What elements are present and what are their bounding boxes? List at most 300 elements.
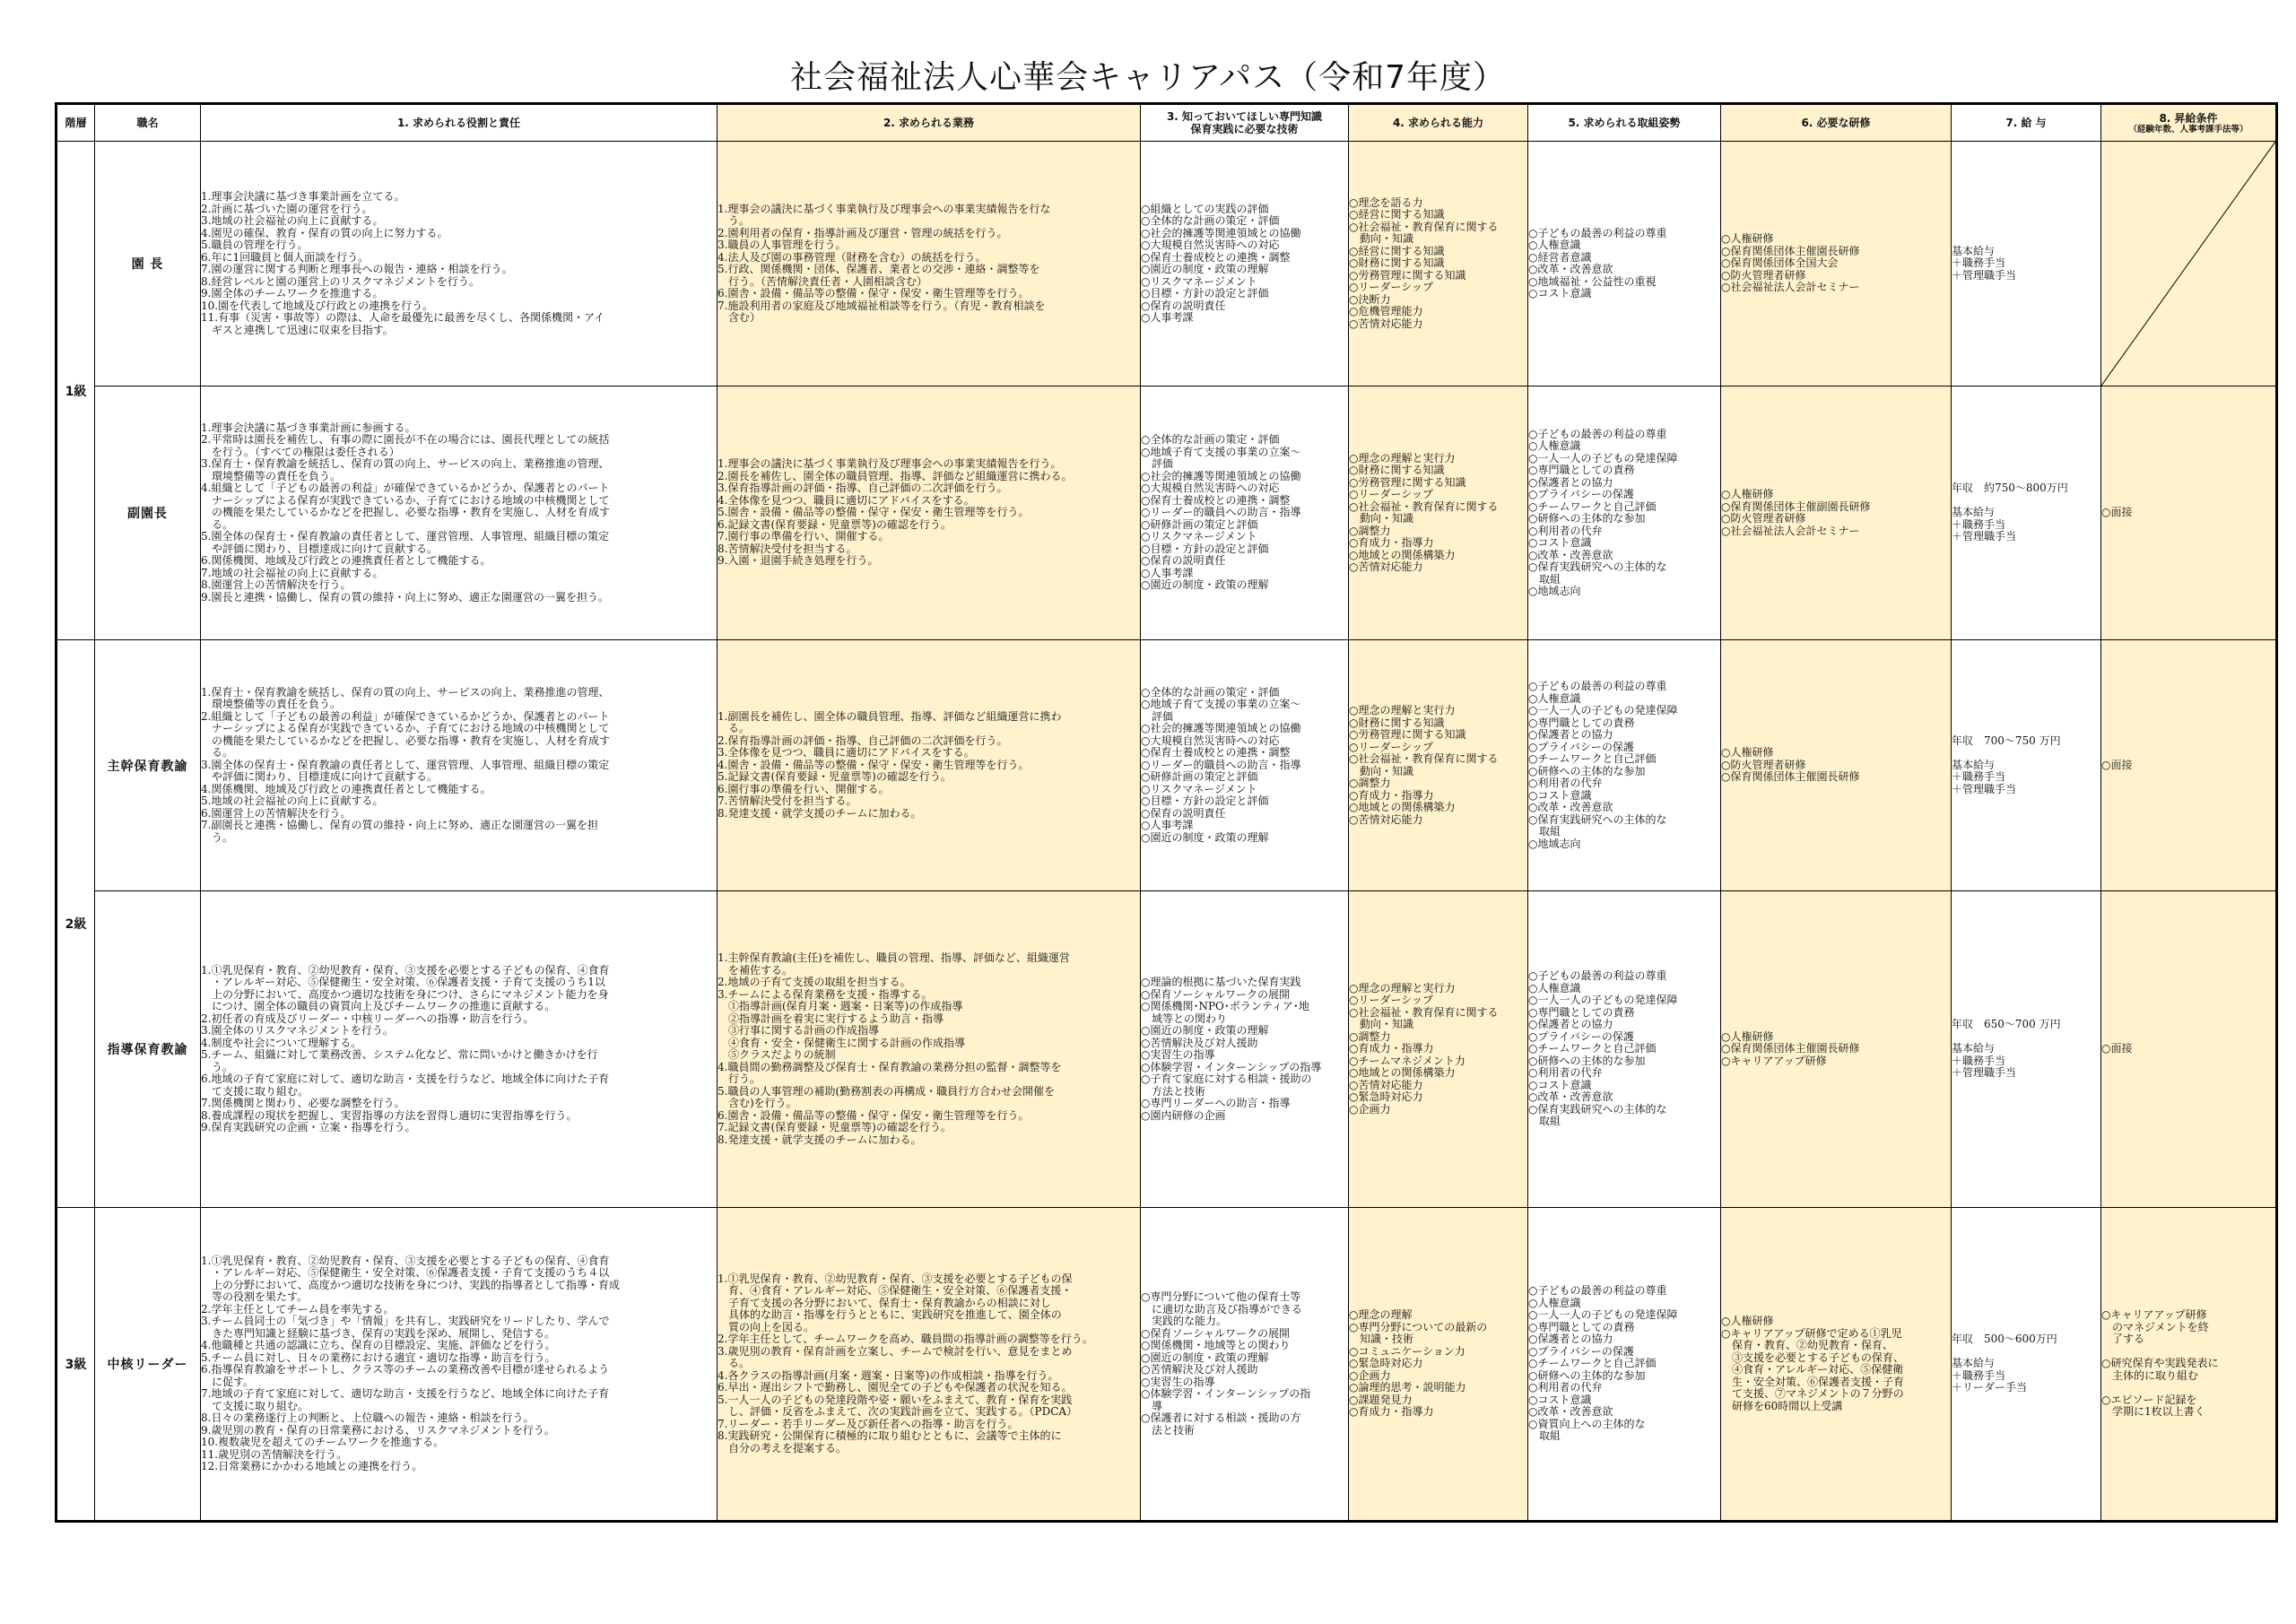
cell-line: 1.①乳児保育・教育、②幼児教育・保育、③支援を必要とする子どもの保 xyxy=(718,1272,1073,1285)
cell-line: 取組 xyxy=(1528,825,1561,838)
cell-line: 1.保育士・保育教諭を統括し、保育の質の向上、サービスの向上、業務推進の管理、 xyxy=(201,685,610,699)
cell-line: ○専門分野についての最新の xyxy=(1349,1320,1488,1333)
cell-line: 4.関係機関、地域及び行政との連携責任者として機能する。 xyxy=(201,782,491,795)
cell-line: ○地域子育て支援の事業の立案〜 xyxy=(1141,445,1301,458)
cell-line: 7.苦情解決受付を担当する。 xyxy=(718,795,857,808)
cell-line: 年収 700〜750 万円 xyxy=(1952,734,2061,747)
header-knowledge-line1: 3. 知っておいてほしい専門知識 xyxy=(1166,110,1323,123)
cell-line: ○保育士養成校との連携・調整 xyxy=(1141,746,1291,760)
cell-line: ①指導計画(保育月案・週案・日案等)の作成指導 xyxy=(718,1000,963,1012)
cell-line: ○社会的擁護等関連領域との協働 xyxy=(1141,722,1301,735)
cell-line: う。 xyxy=(201,830,234,844)
cell-line: う。 xyxy=(718,214,751,227)
cell-line: 3.園全体のリスクマネジメントを行う。 xyxy=(201,1024,394,1037)
position-name: 副園長 xyxy=(95,386,201,640)
cell-line: 12.日常業務にかかわる地域との連携を行う。 xyxy=(201,1460,423,1472)
cell-line: ○苦情対応能力 xyxy=(1349,317,1423,330)
cell-line: ○プライバシーの保護 xyxy=(1528,740,1634,753)
cell-line: ナーシップによる保育が実践できているか、子育てにおける地域の中核機関として xyxy=(201,493,610,507)
cell-line: 基本給与 xyxy=(1952,506,1996,519)
cell-line: ○関係機関・地域等との関わり xyxy=(1141,1339,1291,1351)
career-path-table xyxy=(55,102,2278,1523)
cell-line: ○保育関係団体主催園長研修 xyxy=(1721,244,1860,257)
cell-line: ○人権意識 xyxy=(1528,691,1581,705)
cell-line: 5.チーム員に対し、日々の業務における適宜・適切な指導・助言を行う。 xyxy=(201,1350,556,1364)
duties-cell xyxy=(718,640,1141,891)
cell-line: ○キャリアアップ研修で定める①乳児 xyxy=(1721,1326,1902,1340)
cell-line: 5.記録文書(保育要録・児童票等)の確認を行う。 xyxy=(718,770,952,784)
abilities-cell xyxy=(1349,891,1528,1208)
page-title: 社会福祉法人心華会キャリアパス（令和7年度） xyxy=(789,59,1507,96)
cell-line: ○専門職としての責務 xyxy=(1528,716,1635,729)
cell-line: を補佐する。 xyxy=(718,963,794,977)
cell-line: ○防火管理者研修 xyxy=(1721,758,1806,771)
cell-line: 1.副園長を補佐し、園全体の職員管理、指導、評価など組織運営に携わ xyxy=(718,709,1062,723)
cell-line: 7.リーダー・若手リーダー及び新任者への指導・助言を行う。 xyxy=(718,1417,1019,1430)
cell-line: ○人権研修 xyxy=(1721,488,1774,500)
cell-line: ○育成力・指導力 xyxy=(1349,788,1434,802)
cell-line: ○社会福祉・教育保育に関する xyxy=(1349,499,1499,513)
cell-line: 基本給与 xyxy=(1952,758,1996,771)
cell-line: ○専門職としての責務 xyxy=(1528,1320,1635,1333)
cell-line: 8.日々の業務遂行上の判断と、上位職への報告・連絡・相談を行う。 xyxy=(201,1411,535,1424)
cell-line: ○リーダーシップ xyxy=(1349,488,1433,500)
header-position: 職名 xyxy=(95,104,201,142)
salary-cell xyxy=(1952,640,2101,891)
header-duties: 2. 求められる業務 xyxy=(718,104,1141,142)
knowledge-cell xyxy=(1141,142,1349,386)
cell-line: ○プライバシーの保護 xyxy=(1528,1029,1634,1043)
cell-line: ○社会福祉法人会計セミナー xyxy=(1721,524,1860,537)
cell-line: 6.指導保育教諭をサポートし、クラス等のチームの業務改善や目標が達せられるよう xyxy=(201,1363,610,1376)
roles-cell xyxy=(201,142,718,386)
cell-line: 3.保育指導計画の評価・指導、自己評価の二次評価を行う。 xyxy=(718,482,1008,495)
cell-line: ○苦情対応能力 xyxy=(1349,812,1423,826)
cell-line: ○人事考課 xyxy=(1141,819,1194,832)
cell-line: 2.学年主任としてチーム員を率先する。 xyxy=(201,1302,395,1316)
cell-line: ○人権意識 xyxy=(1528,239,1581,251)
cell-line: ○一人一人の子どもの発達保障 xyxy=(1528,451,1678,465)
cell-line: 等の役割を果たす。 xyxy=(201,1290,309,1303)
cell-line: 実践的な能力。 xyxy=(1141,1315,1228,1327)
cell-line: ○資質向上への主体的な xyxy=(1528,1417,1646,1430)
cell-line: ○研修への主体的な参加 xyxy=(1528,512,1646,525)
cell-line: ○人権研修 xyxy=(1721,1029,1774,1043)
cell-line: ○企画力 xyxy=(1349,1368,1391,1382)
cell-line: 8.養成課程の現状を把握し、実習指導の方法を習得し適切に実習指導を行う。 xyxy=(201,1108,578,1122)
cell-line: ○コスト意識 xyxy=(1528,287,1592,300)
cell-line: 2.平常時は園長を補佐し、有事の際に園長が不在の場合には、園長代理としての統括 xyxy=(201,433,610,447)
cell-line: 域等との関わり xyxy=(1141,1012,1228,1025)
cell-line: ○園近の制度・政策の理解 xyxy=(1141,830,1269,844)
cell-line: 取組 xyxy=(1528,1429,1561,1443)
cell-line: 学期に1枚以上書く xyxy=(2101,1405,2205,1419)
cell-line: ○子どもの最善の利益の尊重 xyxy=(1528,226,1667,239)
cell-line: 11.有事（災害・事故等）の際は、人命を最優先に最善を尽くし、各関係機関・アイ xyxy=(201,311,605,324)
cell-line: 1.理事会決議に基づき事業計画に参画する。 xyxy=(201,421,416,434)
roles-cell xyxy=(201,891,718,1208)
position-name: 指導保育教諭 xyxy=(95,891,201,1208)
cell-line: 3.チーム員同士の「気づき」や「情報」を共有し、実践研究をリードしたり、学んで xyxy=(201,1315,610,1327)
cell-line: ○調整力 xyxy=(1349,524,1391,537)
cell-line: ○社会福祉・教育保育に関する xyxy=(1349,752,1499,765)
knowledge-cell xyxy=(1141,640,1349,891)
promotion-cell-na xyxy=(2101,142,2277,386)
row-guidance-teacher xyxy=(57,891,2277,1208)
cell-line: ○全体的な計画の策定・評価 xyxy=(1141,433,1280,447)
cell-line: 4.制度や社会について理解する。 xyxy=(201,1036,362,1049)
cell-line: 6.記録文書(保育要録・児童票等)の確認を行う。 xyxy=(718,517,952,531)
cell-line: の機能を果たしているかなどを把握し、必要な指導・教育を実施し、人材を育成す xyxy=(201,506,611,519)
cell-line: ○保育関係団体主催副園長研修 xyxy=(1721,499,1871,513)
cell-line: ○育成力・指導力 xyxy=(1349,1405,1434,1419)
knowledge-cell xyxy=(1141,386,1349,640)
cell-line: ○保育の説明責任 xyxy=(1141,299,1226,312)
cell-line: の機能を果たしているかなどを把握し、必要な指導・教育を実施し、人材を育成す xyxy=(201,734,611,747)
cell-line: ○財務に関する知識 xyxy=(1349,256,1445,270)
attitude-cell xyxy=(1528,640,1721,891)
cell-line: 3.全体像を見つつ、職員に適切にアドバイスをする。 xyxy=(718,746,975,760)
cell-line: 6.関係機関、地域及び行政との連携責任者として機能する。 xyxy=(201,554,491,568)
cell-line: 6.園運営上の苦情解決を行う。 xyxy=(201,806,352,820)
cell-line: 行う。（苦情解決責任者・人園相談含む） xyxy=(718,274,928,288)
cell-line: 8.園運営上の苦情解決を行う。 xyxy=(201,578,352,592)
level-2: 2級 xyxy=(57,640,95,1208)
cell-line: ○地域志向 xyxy=(1528,837,1581,850)
cell-line: ○人権意識 xyxy=(1528,981,1581,994)
cell-line: 環境整備等の責任を負う。 xyxy=(201,469,342,482)
cell-line: 4.園舎・設備・備品等の整備・保守・保安・衛生管理等を行う。 xyxy=(718,758,1030,771)
cell-line: 4.組織として「子どもの最善の利益」が確保できているかどうか、保護者とのパート xyxy=(201,482,610,495)
cell-line: ○保育実践研究への主体的な xyxy=(1528,1102,1667,1116)
cell-line: 保育・教育、②幼児教育・保育、 xyxy=(1721,1339,1894,1351)
cell-line: ○一人一人の子どもの発達保障 xyxy=(1528,1308,1678,1322)
cell-line: ○体験学習・インターンシップの指導 xyxy=(1141,1060,1322,1073)
row-core-leader xyxy=(57,1208,2277,1522)
header-promotion xyxy=(2101,104,2277,142)
cell-line: 7.地域の子育て家庭に対して、適切な助言・支援を行うなど、地域全体に向けた子育 xyxy=(201,1387,610,1400)
cell-line: 7.園の運営に関する判断と理事長への報告・連絡・相談を行う。 xyxy=(201,263,513,275)
cell-line: ○保育ソーシャルワークの展開 xyxy=(1141,987,1290,1001)
duties-cell xyxy=(718,891,1141,1208)
cell-line: ○人事考課 xyxy=(1141,566,1194,579)
promotion-cell xyxy=(2101,640,2277,891)
header-level: 階層 xyxy=(57,104,95,142)
cell-line: ○研修計画の策定と評価 xyxy=(1141,770,1258,784)
cell-line: ○全体的な計画の策定・評価 xyxy=(1141,685,1280,699)
cell-line: ③行事に関する計画の作成指導 xyxy=(718,1024,880,1037)
cell-line: 子育て支援の各分野において、保育士・保育教諭からの相談に対し xyxy=(718,1296,1051,1309)
cell-line: 2.初任者の育成及びリーダー・中核リーダーへの指導・助言を行う。 xyxy=(201,1012,535,1025)
cell-line: ○財務に関する知識 xyxy=(1349,716,1445,729)
cell-line: ○社会福祉法人会計セミナー xyxy=(1721,281,1860,294)
cell-line: ○人権研修 xyxy=(1721,232,1774,246)
cell-line: ○改革・改善意欲 xyxy=(1528,1090,1613,1104)
cell-line: 7.園行事の準備を行い、開催する。 xyxy=(718,530,890,543)
cell-line: 7.記録文書(保育要録・児童票等)の確認を行う。 xyxy=(718,1121,952,1133)
cell-line: ＋職務手当 xyxy=(1952,1054,2006,1067)
header-promotion-line1: 8. 昇給条件 xyxy=(2159,111,2218,125)
cell-line: 年収 約750〜800万円 xyxy=(1952,482,2068,495)
cell-line: ○人権意識 xyxy=(1528,1296,1581,1309)
cell-line: 3.歳児別の教育・保育計画を立案し、チームで検討を行い、意見をまとめ xyxy=(718,1344,1073,1358)
cell-line: 7.副園長と連携・協働し、保育の質の維持・向上に努め、適正な園運営の一翼を担 xyxy=(201,819,598,832)
cell-line: ○経営に関する知識 xyxy=(1349,208,1445,221)
cell-line: 5.園舎・設備・備品等の整備・保守・保安・衛生管理等を行う。 xyxy=(718,506,1030,519)
cell-line: ○プライバシーの保護 xyxy=(1528,1344,1634,1358)
cell-line: ○保育関係団体主催園長研修 xyxy=(1721,1042,1860,1055)
cell-line: 2.組織として「子どもの最善の利益」が確保できているかどうか、保護者とのパート xyxy=(201,709,610,723)
cell-line: 9.入園・退園手続き処理を行う。 xyxy=(718,554,879,568)
cell-line: 年収 650〜700 万円 xyxy=(1952,1018,2061,1031)
cell-line: 7.地域の社会福祉の向上に貢献する。 xyxy=(201,566,384,579)
cell-line: ○組織としての実践の評価 xyxy=(1141,202,1269,215)
promotion-cell xyxy=(2101,386,2277,640)
cell-line: 生・安全対策、⑥保護者支援・子育 xyxy=(1721,1375,1905,1388)
cell-line: ○保育関係団体全国大会 xyxy=(1721,256,1839,270)
cell-line: 2.計画に基づいた園の運営を行う。 xyxy=(201,202,373,215)
cell-line: 5.一人一人の子どもの発達段階や姿・願いをふまえて、教育・保育を実践 xyxy=(718,1393,1073,1406)
cell-line: ○大規模自然災害時への対応 xyxy=(1141,482,1280,495)
duties-cell xyxy=(718,1208,1141,1522)
cell-line: や評価に関わり、目標達成に向けて貢献する。 xyxy=(201,770,439,784)
salary-cell xyxy=(1952,386,2101,640)
cell-line: ○子どもの最善の利益の尊重 xyxy=(1528,969,1667,983)
cell-line: ○園近の制度・政策の理解 xyxy=(1141,578,1269,592)
attitude-cell xyxy=(1528,386,1721,640)
cell-line: ○子どもの最善の利益の尊重 xyxy=(1528,427,1667,440)
cell-line: ○利用者の代弁 xyxy=(1528,1381,1603,1394)
cell-line: 導 xyxy=(1141,1399,1163,1412)
cell-line: ○防火管理者研修 xyxy=(1721,512,1806,525)
cell-line: ○リーダー的職員への助言・指導 xyxy=(1141,506,1301,519)
cell-line: し、評価・反省をふまえて、次の実践計画を立て、実践する。（PDCA） xyxy=(718,1405,1078,1419)
cell-line: 育、④食育・アレルギー対応、⑤保健衛生・安全対策、⑥保護者支援・ xyxy=(718,1284,1073,1298)
cell-line: ○大規模自然災害時への対応 xyxy=(1141,734,1280,747)
cell-line: ○保護者に対する相談・援助の方 xyxy=(1141,1411,1301,1424)
roles-cell xyxy=(201,1208,718,1522)
cell-line: 10.園を代表して地域及び行政との連携を行う。 xyxy=(201,299,434,312)
salary-cell xyxy=(1952,142,2101,386)
header-row xyxy=(57,104,2277,142)
header-promotion-line2: （経験年数、人事考課手法等） xyxy=(2128,124,2248,135)
cell-line: ○コスト意識 xyxy=(1528,1078,1592,1091)
cell-line: 基本給与 xyxy=(1952,244,1996,257)
cell-line: ②指導計画を着実に実行するよう助言・指導 xyxy=(718,1012,944,1025)
cell-line: 6.年に1回職員と個人面談を行う。 xyxy=(201,250,370,264)
cell-line: 8.実践研究・公開保育に積極的に取り組むとともに、会議等で主体的に xyxy=(718,1429,1062,1443)
cell-line: 3.園全体の保育士・保育教諭の責任者として、運営管理、人事管理、組織目標の策定 xyxy=(201,758,610,771)
cell-line: ○保育士養成校との連携・調整 xyxy=(1141,493,1291,507)
cell-line: ○リーダーシップ xyxy=(1349,740,1433,753)
cell-line: 2.園利用者の保育・指導計画及び運営・管理の統括を行う。 xyxy=(718,226,1008,239)
cell-line: 含む)を行う。 xyxy=(718,1097,797,1109)
cell-line: て支援に取り組む。 xyxy=(201,1399,309,1412)
cell-line: 1.主幹保育教諭(主任)を補佐し、職員の管理、指導、評価など、組織運営 xyxy=(718,951,1070,964)
cell-line: 動向・知識 xyxy=(1349,512,1414,525)
cell-line: ○研修への主体的な参加 xyxy=(1528,1368,1646,1382)
cell-line: や評価に関わり、目標達成に向けて貢献する。 xyxy=(201,542,439,555)
cell-line: ○理念を語る力 xyxy=(1349,195,1423,209)
cell-line: ○理念の理解と実行力 xyxy=(1349,451,1456,465)
cell-line: ○チームワークと自己評価 xyxy=(1528,1042,1657,1055)
cell-line: ○保育士養成校との連携・調整 xyxy=(1141,250,1291,264)
cell-line: ○コスト意識 xyxy=(1528,536,1592,549)
cell-line: ○保護者との協力 xyxy=(1528,1018,1613,1031)
cell-line: ○チームワークと自己評価 xyxy=(1528,499,1657,513)
cell-line: る。 xyxy=(718,722,751,735)
cell-line: 研修を60時間以上受講 xyxy=(1721,1399,1843,1412)
cell-line xyxy=(2101,1382,2275,1394)
cell-line: て支援、⑦マネジメントの７分野の xyxy=(1721,1387,1904,1400)
cell-line: ○地域子育て支援の事業の立案〜 xyxy=(1141,698,1301,711)
duties-cell xyxy=(718,386,1141,640)
cell-line: 自分の考えを提案する。 xyxy=(718,1441,848,1455)
cell-line: ○地域志向 xyxy=(1528,585,1581,597)
attitude-cell xyxy=(1528,1208,1721,1522)
cell-line: ○保育実践研究への主体的な xyxy=(1528,560,1667,573)
abilities-cell xyxy=(1349,386,1528,640)
cell-line: う。 xyxy=(201,1060,234,1073)
cell-line: ○改革・改善意欲 xyxy=(1528,801,1613,813)
cell-line: ○実習生の指導 xyxy=(1141,1375,1215,1388)
cell-line: 了する xyxy=(2101,1333,2145,1346)
cell-line: 6.地域の子育て家庭に対して、適切な助言・支援を行うなど、地域全体に向けた子育 xyxy=(201,1073,610,1085)
cell-line: ○保育の説明責任 xyxy=(1141,554,1226,568)
cell-line: ○利用者の代弁 xyxy=(1528,1066,1603,1080)
cell-line: ○調整力 xyxy=(1349,1029,1391,1043)
cell-line: ○利用者の代弁 xyxy=(1528,777,1603,789)
cell-line: 3.保育士・保育教諭を統括し、保育の質の向上、サービスの向上、業務推進の管理、 xyxy=(201,457,610,471)
cell-line: ○経営に関する知識 xyxy=(1349,244,1445,257)
row-vice-principal xyxy=(57,386,2277,640)
cell-line: 上の分野において、高度かつ適切な技術を身につけ、実践的指導者として指導・育成 xyxy=(201,1278,621,1291)
cell-line: 基本給与 xyxy=(1952,1042,1996,1055)
cell-line: 8.経営レベルと園の運営上のリスクマネジメントを行う。 xyxy=(201,274,480,288)
cell-line: 5.職員の人事管理の補助(勤務割表の再構成・職員行方合わせ会開催を xyxy=(718,1084,1056,1098)
cell-line: 1.理事会の議決に基づく事業執行及び理事会への事業実績報告を行な xyxy=(718,202,1051,215)
cell-line: ○子どもの最善の利益の尊重 xyxy=(1528,1284,1667,1298)
cell-line: ギスと連携して迅速に収束を目指す。 xyxy=(201,323,394,336)
cell-line: ○チームマネジメント力 xyxy=(1349,1054,1465,1067)
cell-line: ○一人一人の子どもの発達保障 xyxy=(1528,994,1678,1007)
position-name: 中核リーダー xyxy=(95,1208,201,1522)
cell-line: ○緊急時対応力 xyxy=(1349,1357,1423,1370)
cell-line: ○専門リーダーへの助言・指導 xyxy=(1141,1097,1291,1109)
position-name: 主幹保育教諭 xyxy=(95,640,201,891)
cell-line: 基本給与 xyxy=(1952,1357,1996,1370)
cell-line: 知識・技術 xyxy=(1349,1333,1414,1346)
cell-line: ○子どもの最善の利益の尊重 xyxy=(1528,680,1667,692)
cell-line: ○育成力・指導力 xyxy=(1349,536,1434,549)
cell-line: ○全体的な計画の策定・評価 xyxy=(1141,214,1280,227)
level-3: 3級 xyxy=(57,1208,95,1522)
cell-line: ○チームワークと自己評価 xyxy=(1528,752,1657,765)
cell-line: 評価 xyxy=(1141,709,1174,723)
header-abilities: 4. 求められる能力 xyxy=(1349,104,1528,142)
cell-line: ・アレルギー対応、⑤保健衛生・安全対策、⑥保護者支援・子育て支援のうち1以 xyxy=(201,976,605,988)
cell-line: のマネジメントを終 xyxy=(2101,1320,2209,1333)
cell-line: ○リスクマネージメント xyxy=(1141,530,1257,543)
training-cell xyxy=(1721,640,1952,891)
cell-line: ○苦情解決及び対人援助 xyxy=(1141,1363,1258,1376)
cell-line: ○社会的擁護等関連領域との協働 xyxy=(1141,226,1301,239)
cell-line: 1.①乳児保育・教育、②幼児教育・保育、③支援を必要とする子どもの保育、④食育 xyxy=(201,963,610,977)
cell-line: ○改革・改善意欲 xyxy=(1528,263,1613,275)
cell-line: ○保育の説明責任 xyxy=(1141,806,1226,820)
cell-line: ○財務に関する知識 xyxy=(1349,464,1445,476)
cell-line: ○リーダーシップ xyxy=(1349,994,1433,1007)
row-principal xyxy=(57,142,2277,386)
cell-line: る。 xyxy=(201,517,234,531)
cell-line: ○研究保育や実践発表に xyxy=(2101,1357,2219,1370)
promotion-cell xyxy=(2101,891,2277,1208)
cell-line: ＋職務手当 xyxy=(1952,256,2006,270)
cell-line: ○専門職としての責務 xyxy=(1528,1005,1635,1019)
cell-line: ○研修計画の策定と評価 xyxy=(1141,517,1258,531)
cell-line xyxy=(1952,747,2100,760)
cell-line: 5.行政、関係機関・団体、保護者、業者との交渉・連絡・調整等を xyxy=(718,263,1040,275)
cell-line: ③支援を必要とする子どもの保育、 xyxy=(1721,1350,1905,1364)
cell-line: 4.全体像を見つつ、職員に適切にアドバイスをする。 xyxy=(718,493,975,507)
cell-line: ○園内研修の企画 xyxy=(1141,1108,1226,1122)
cell-line: ○育成力・指導力 xyxy=(1349,1042,1434,1055)
cell-line: 取組 xyxy=(1528,572,1561,586)
cell-line: ○研修への主体的な参加 xyxy=(1528,1054,1646,1067)
cell-line: ○保護者との協力 xyxy=(1528,475,1613,489)
cell-line: ○専門職としての責務 xyxy=(1528,464,1635,476)
salary-cell xyxy=(1952,891,2101,1208)
cell-line: につけ、園全体の職員の資質向上及びチームワークの推進に貢献する。 xyxy=(201,1000,556,1012)
cell-line: ○緊急時対応力 xyxy=(1349,1090,1423,1104)
cell-line: ○大規模自然災害時への対応 xyxy=(1141,239,1280,251)
cell-line: ＋リーダー手当 xyxy=(1952,1381,2028,1394)
cell-line: ④食育・アレルギー対応、⑤保健衛 xyxy=(1721,1363,1904,1376)
duties-cell xyxy=(718,142,1141,386)
cell-line: に促す。 xyxy=(201,1375,255,1388)
cell-line: 3.職員の人事管理を行う。 xyxy=(718,239,847,251)
cell-line: 3.チームによる保育業務を支援・指導する。 xyxy=(718,987,933,1001)
training-cell xyxy=(1721,891,1952,1208)
attitude-cell xyxy=(1528,142,1721,386)
cell-line: ○コスト意識 xyxy=(1528,788,1592,802)
cell-line: ○保育関係団体主催園長研修 xyxy=(1721,770,1860,784)
header-salary: 7. 給 与 xyxy=(1952,104,2101,142)
cell-line: ○理念の理解と実行力 xyxy=(1349,704,1456,716)
cell-line: 9.園全体のチームワークを推進する。 xyxy=(201,287,384,300)
cell-line: ＋職務手当 xyxy=(1952,517,2006,531)
position-name: 園 長 xyxy=(95,142,201,386)
cell-line: て支援に取り組む。 xyxy=(201,1084,309,1098)
roles-cell xyxy=(201,386,718,640)
cell-line: 8.苦情解決受付を担当する。 xyxy=(718,542,857,555)
cell-line: 4.園児の確保、教育・保育の質の向上に努力する。 xyxy=(201,226,448,239)
cell-line: ○苦情対応能力 xyxy=(1349,560,1423,573)
cell-line: ○面接 xyxy=(2101,506,2133,519)
cell-line: ○決断力 xyxy=(1349,292,1391,306)
cell-line: ○面接 xyxy=(2101,1042,2133,1055)
cell-line: ○リスクマネージメント xyxy=(1141,274,1257,288)
header-knowledge-line2: 保育実践に必要な技術 xyxy=(1190,123,1299,135)
cell-line: 評価 xyxy=(1141,457,1174,471)
cell-line: ○労務管理に関する知識 xyxy=(1349,268,1466,282)
cell-line: ○社会福祉・教育保育に関する xyxy=(1349,1005,1499,1019)
cell-line: 上の分野において、高度かつ適切な技術を身につけ、さらにマネジメント能力を身 xyxy=(201,987,609,1001)
cell-line: ○地域福祉・公益性の重視 xyxy=(1528,274,1657,288)
cell-line: 4.他職種と共通の認識に立ち、保育の目標設定、実施、評価などを行う。 xyxy=(201,1339,556,1351)
cell-line: ○危機管理能力 xyxy=(1349,305,1423,318)
cell-line: 年収 500〜600万円 xyxy=(1952,1333,2057,1346)
